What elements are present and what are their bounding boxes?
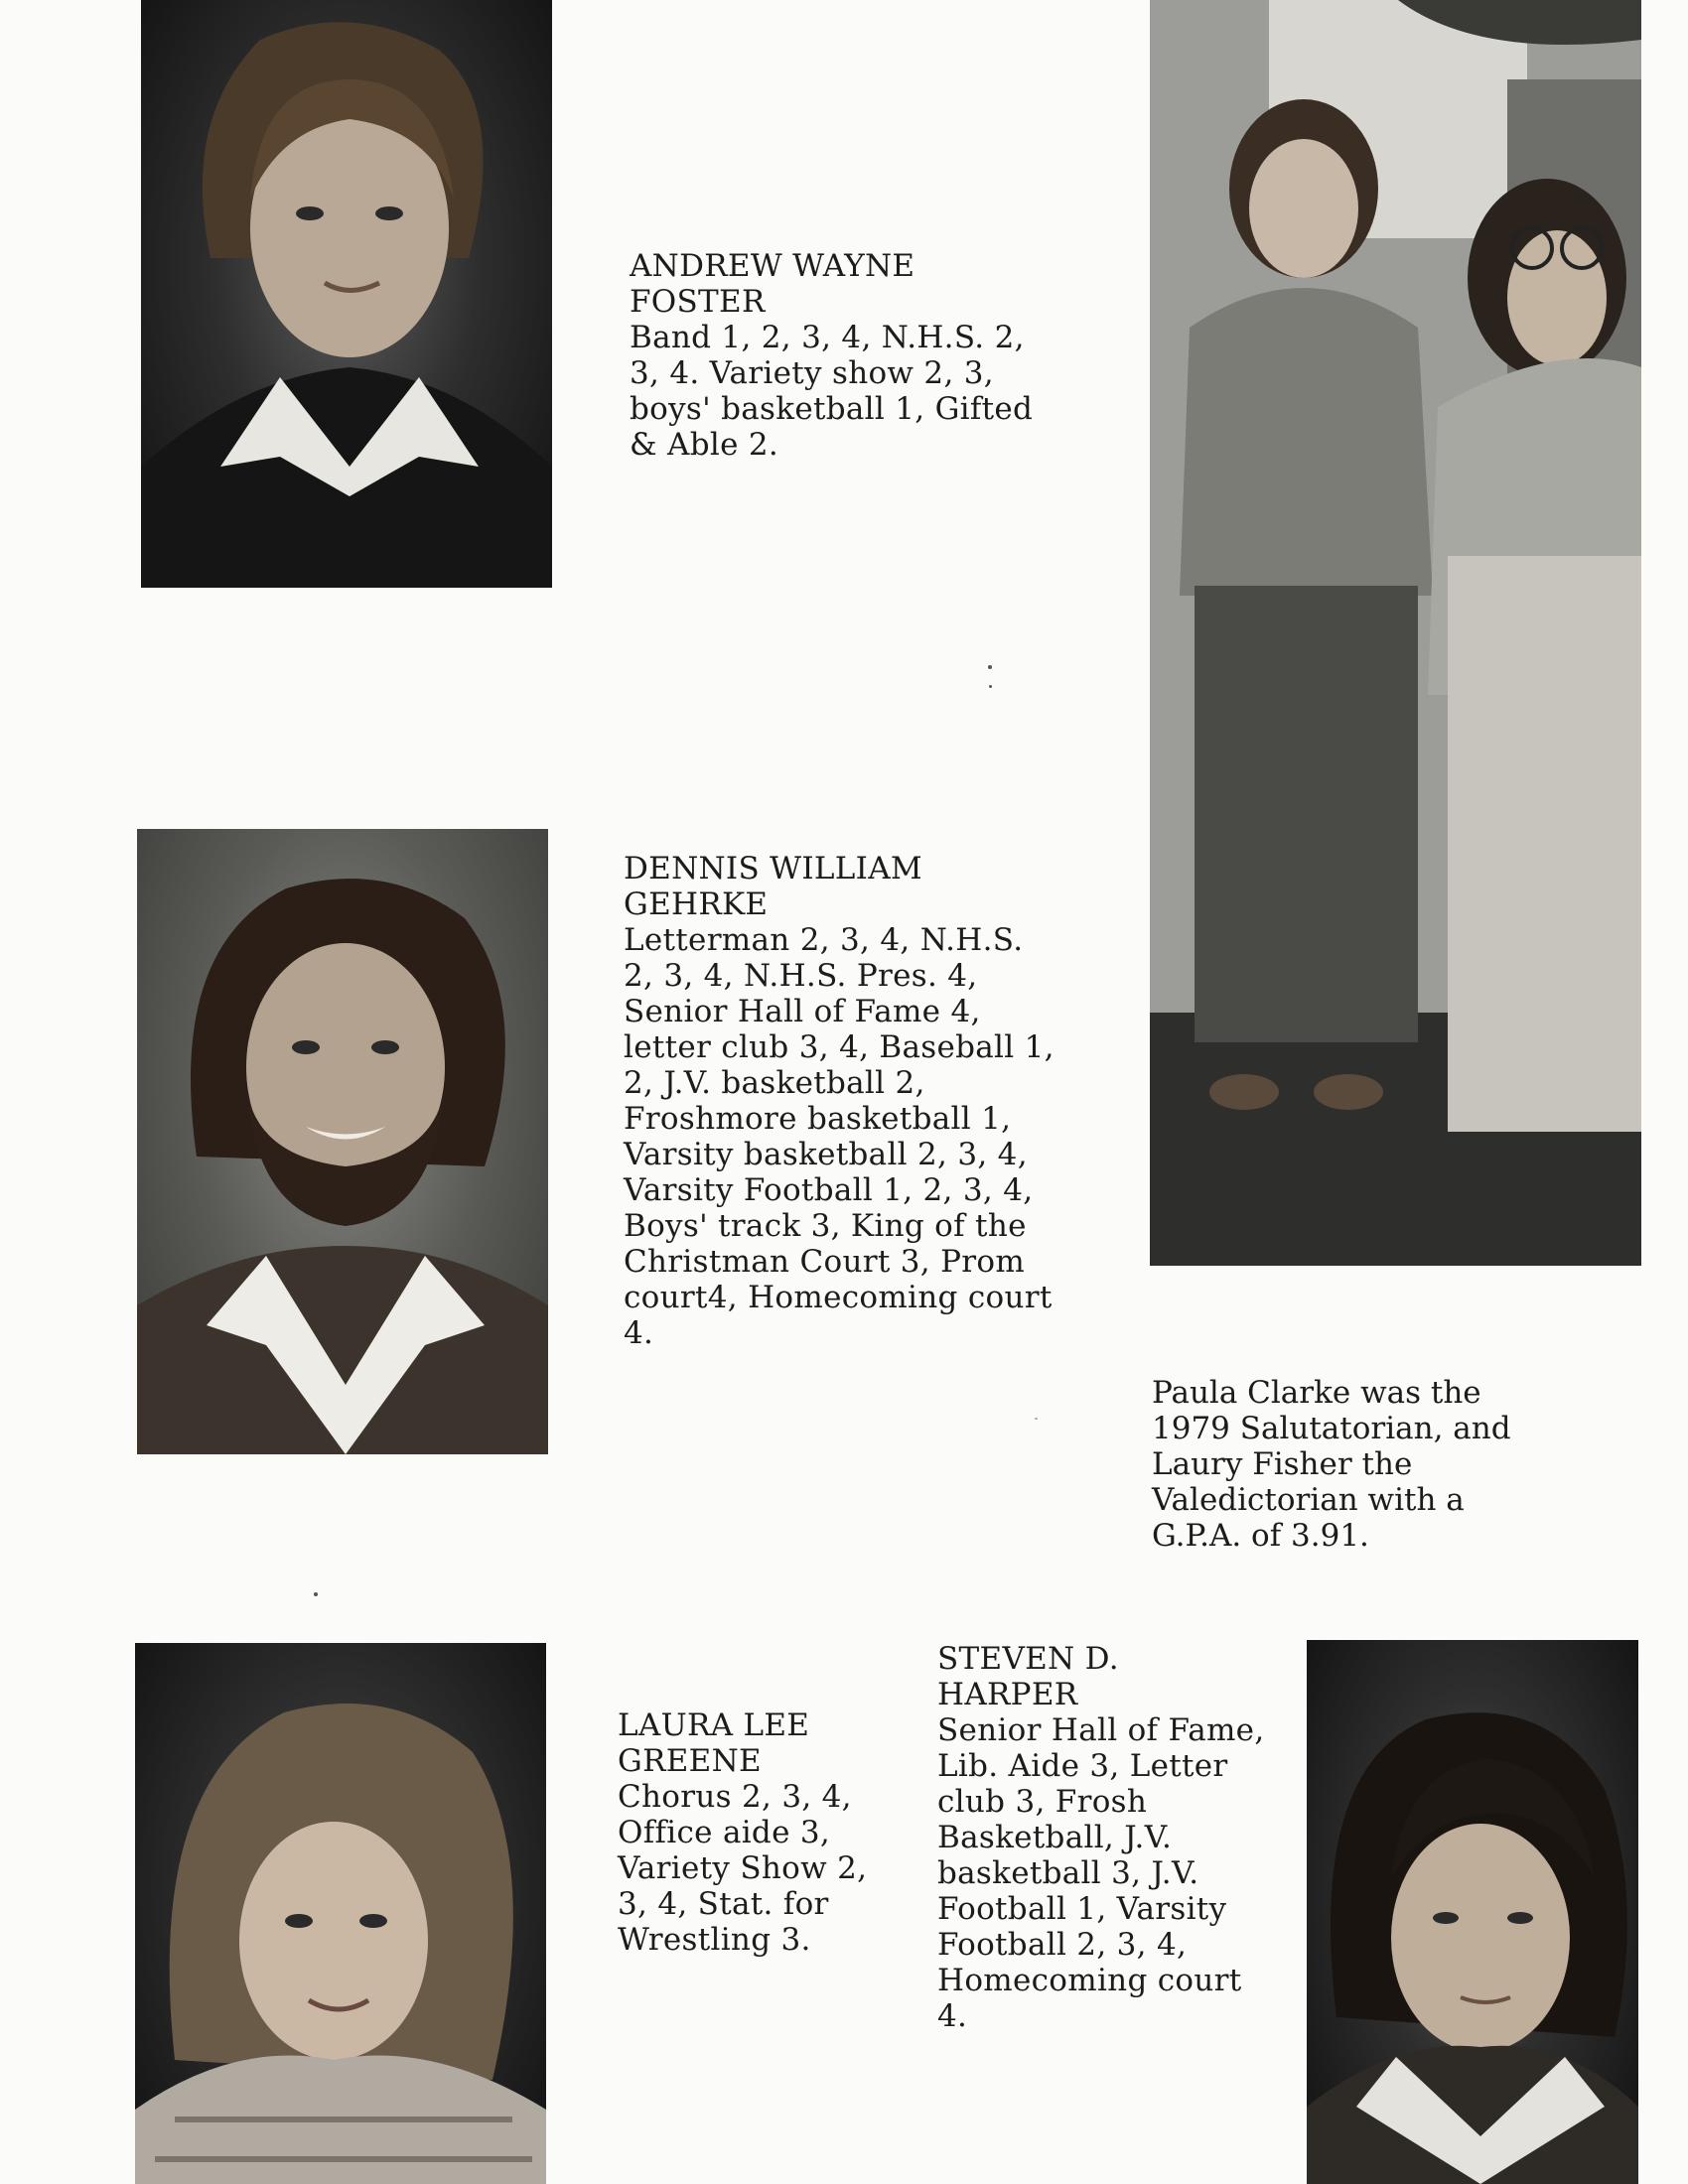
- student-name: LAURA LEE: [618, 1707, 810, 1743]
- scan-speck: [1035, 1418, 1038, 1420]
- student-name: HARPER: [937, 1677, 1078, 1712]
- portrait-dennis-gehrke: [137, 829, 548, 1454]
- portrait-andrew-foster: [141, 0, 552, 588]
- student-activities: Band 1, 2, 3, 4, N.H.S. 2, 3, 4. Variety show 2, 3, boys' basketball 1, Gifted & Able 2.: [630, 320, 1034, 463]
- student-activities: Chorus 2, 3, 4, Office aide 3, Variety Show 2, 3, 4, Stat. for Wrestling 3.: [618, 1779, 868, 1958]
- scan-speck: [314, 1592, 318, 1596]
- portrait-steven-harper: [1307, 1640, 1638, 2184]
- scan-speck: [989, 685, 992, 688]
- student-activities: Senior Hall of Fame, Lib. Aide 3, Letter club 3, Frosh Basketball, J.V. basketball 3, J.V. Football 1, Varsity Football 2, 3, 4, Homecoming court 4.: [937, 1712, 1265, 2034]
- student-name: ANDREW WAYNE: [630, 248, 915, 284]
- portrait-laura-greene: [135, 1643, 546, 2184]
- student-name: FOSTER: [630, 284, 766, 320]
- scan-speck: [988, 665, 992, 669]
- group-photo-clarke-fisher: [1150, 0, 1641, 1266]
- student-activities: Letterman 2, 3, 4, N.H.S. 2, 3, 4, N.H.S. Pres. 4, Senior Hall of Fame 4, letter club 3, 4, Baseball 1, 2, J.V. basketball 2, Froshmore basketball 1, Varsity basketball 2, 3, 4, Varsity Football 1, 2, 3, 4, Boys' track 3, King of the Christman Court 3, Prom court4, Homecoming court 4.: [624, 922, 1055, 1351]
- bio-steven-harper: [937, 1641, 1275, 2034]
- student-name: GREENE: [618, 1743, 762, 1779]
- student-name: STEVEN D.: [937, 1641, 1119, 1677]
- bio-andrew-foster: [630, 248, 1047, 463]
- bio-dennis-gehrke: [624, 851, 1060, 1351]
- photo-caption: Paula Clarke was the 1979 Salutatorian, and Laury Fisher the Valedictorian with a G.P.A. of 3.91.: [1152, 1375, 1511, 1554]
- student-name: DENNIS WILLIAM: [624, 851, 922, 887]
- bio-laura-greene: [618, 1707, 886, 1958]
- student-name: GEHRKE: [624, 887, 769, 922]
